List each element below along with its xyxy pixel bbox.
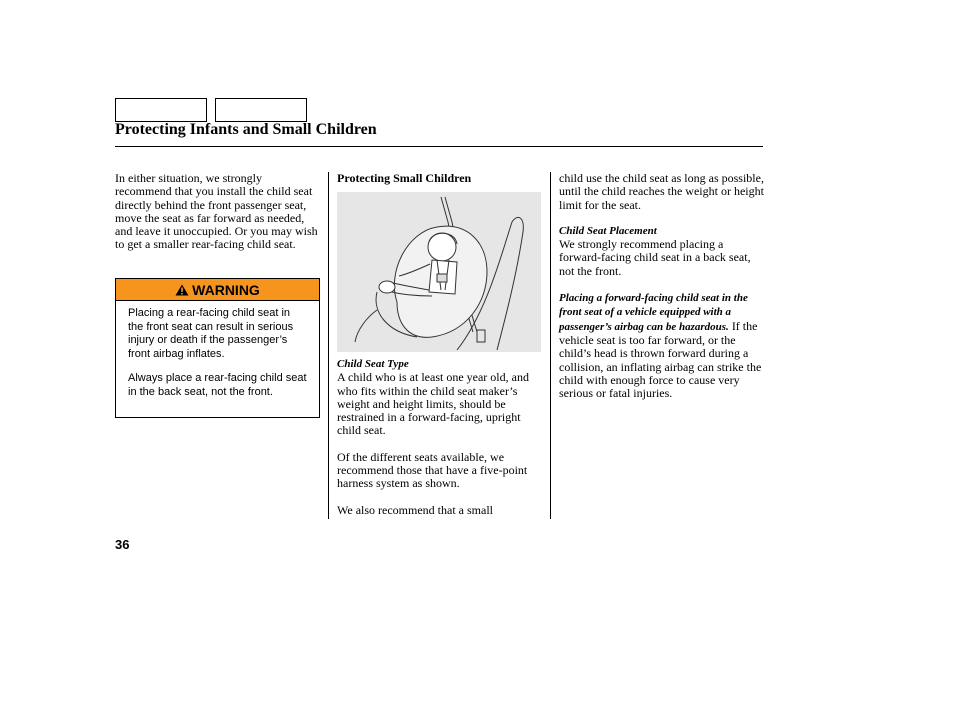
column-2 xyxy=(337,172,542,185)
nav-box-right[interactable] xyxy=(215,98,307,122)
column-1 xyxy=(115,172,320,252)
column-divider-2 xyxy=(550,172,551,519)
column-2-body xyxy=(337,358,542,517)
child-seat-drawing xyxy=(337,192,541,352)
column3-paragraph-3 xyxy=(559,291,764,400)
column2-paragraph-3: We also recommend that a small xyxy=(337,502,493,517)
page-title: Protecting Infants and Small Children xyxy=(115,121,377,138)
column3-paragraph-2: We strongly recommend placing a forward-facing child seat in a back seat, not the front. xyxy=(559,237,751,278)
column2-paragraph-1: A child who is at least one year old, and who fits within the child seat maker’s weight and height limits, should be restrained in a forward-facing, upright child seat. xyxy=(337,370,529,438)
column-3 xyxy=(559,172,764,400)
section-heading: Protecting Small Children xyxy=(337,171,472,185)
warning-label: WARNING xyxy=(192,281,260,298)
column3-paragraph-3-text: If the vehicle seat is too far forward, or the child’s head is thrown forward during a collision, an inflating airbag can strike the child with enough force to cause very serious or fatal injuries. xyxy=(559,318,762,401)
page-number: 36 xyxy=(115,537,130,552)
warning-text-1: Placing a rear-facing child seat in the front seat can result in serious injury or death if the passenger’s front airbag inflates. xyxy=(128,307,294,360)
warning-box xyxy=(115,278,320,418)
column2-paragraph-2: Of the different seats available, we recommend those that have a five-point harness system as shown. xyxy=(337,449,528,491)
warning-header xyxy=(116,279,319,301)
warning-text-2: Always place a rear-facing child seat in the back seat, not the front. xyxy=(128,372,307,398)
child-seat-type-heading: Child Seat Type xyxy=(337,358,409,370)
hazard-statement: Placing a forward-facing child seat in the front seat of a vehicle equipped with a passenger’s airbag can be hazardous. xyxy=(559,292,748,333)
column-divider-1 xyxy=(328,172,329,519)
title-rule xyxy=(115,146,763,147)
column3-paragraph-1: child use the child seat as long as possible, until the child reaches the weight or height limit for the seat. xyxy=(559,171,764,212)
column1-paragraph: In either situation, we strongly recommend that you install the child seat directly behind the front passenger seat, move the seat as far forward as needed, and leave it unoccupied. Or you may wish to get a smaller rear-facing child seat. xyxy=(115,171,318,252)
nav-box-left[interactable] xyxy=(115,98,207,122)
warning-triangle-icon xyxy=(175,284,189,296)
child-seat-placement-heading: Child Seat Placement xyxy=(559,224,657,237)
child-seat-illustration xyxy=(337,192,541,352)
